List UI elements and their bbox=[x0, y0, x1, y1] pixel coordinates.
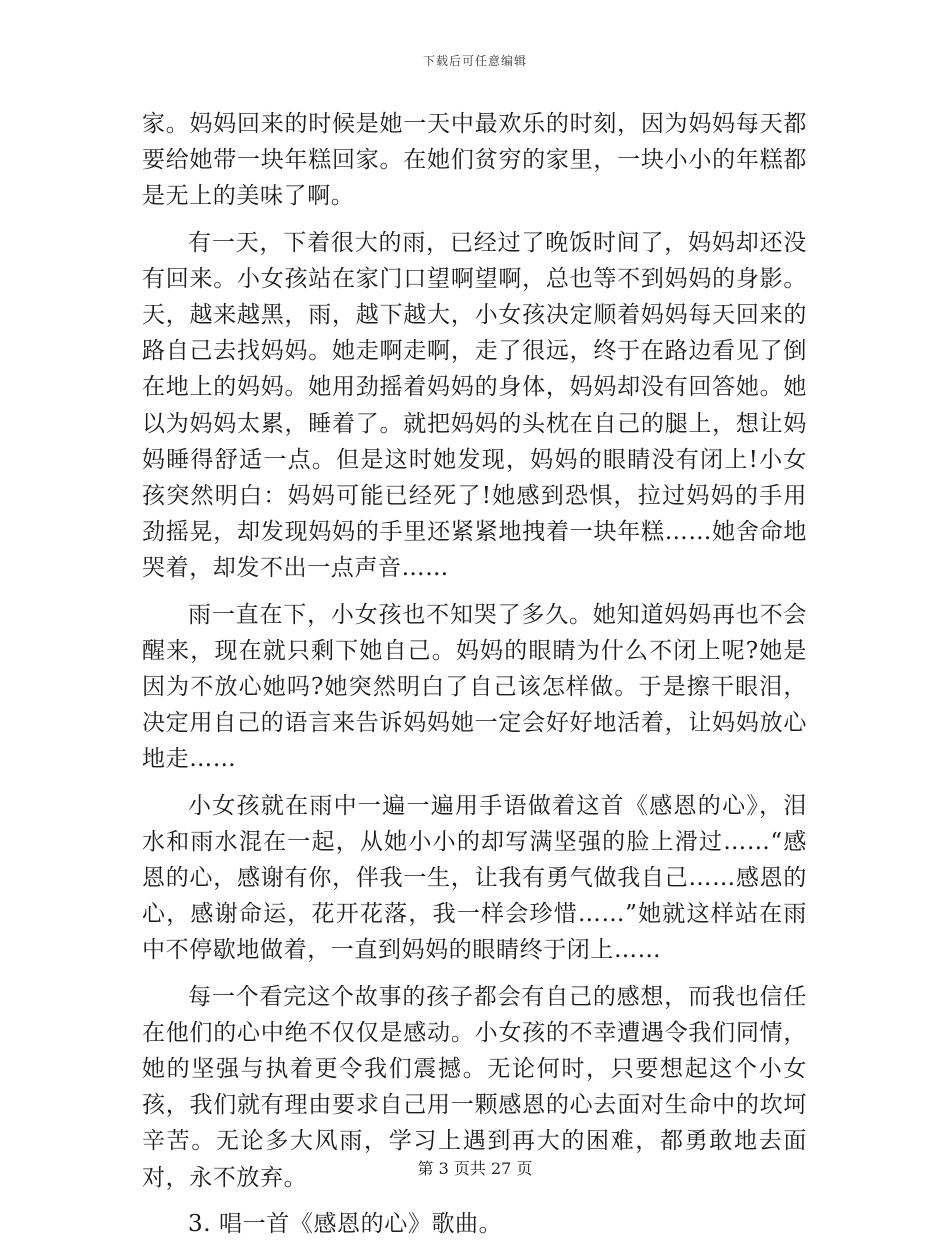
page-header: 下载后可任意编辑 bbox=[422, 54, 527, 68]
page-footer: 第 3 页共 27 页 bbox=[417, 1159, 533, 1178]
paragraph-continuation: 家。妈妈回来的时候是她一天中最欢乐的时刻，因为妈妈每天都要给她带一块年糕回家。在她们贫穷的家里，一块小小的年糕都是无上的美味了啊。 bbox=[142, 111, 807, 210]
paragraph-sign-language: 小女孩就在雨中一遍一遍用手语做着这首《感恩的心》，泪水和雨水混在一起，从她小小的却写满坚强的脸上滑过……“感恩的心，感谢有你，伴我一生，让我有勇气做我自己……感恩的心，感谢命运，花开花落，我一样会珍惜……”她就这样站在雨中不停歇地做着，一直到妈妈的眼睛终于闭上…… bbox=[142, 792, 807, 964]
paragraph-song-item: 3. 唱一首《感恩的心》歌曲。 bbox=[188, 1210, 503, 1237]
paragraph-reflection: 每一个看完这个故事的孩子都会有自己的感想，而我也信任在他们的心中绝不仅仅是感动。小女孩的不幸遭遇令我们同情，她的坚强与执着更令我们震撼。无论何时，只要想起这个小女孩，我们就有理由要求自己用一颗感恩的心去面对生命中的坎坷辛苦。无论多大风雨，学习上遇到再大的困难，都勇敢地去面对，永不放弃。 bbox=[142, 983, 807, 1191]
paragraph-rain-continues: 雨一直在下，小女孩也不知哭了多久。她知道妈妈再也不会醒来，现在就只剩下她自己。妈妈的眼睛为什么不闭上呢?她是因为不放心她吗?她突然明白了自己该怎样做。于是擦干眼泪，决定用自己的语言来告诉妈妈她一定会好好地活着，让妈妈放心地走…… bbox=[142, 601, 807, 773]
paragraph-rainy-day: 有一天，下着很大的雨，已经过了晚饭时间了，妈妈却还没有回来。小女孩站在家门口望啊望啊，总也等不到妈妈的身影。天，越来越黑，雨，越下越大，小女孩决定顺着妈妈每天回来的路自己去找妈妈。她走啊走啊，走了很远，终于在路边看见了倒在地上的妈妈。她用劲摇着妈妈的身体，妈妈却没有回答她。她以为妈妈太累，睡着了。就把妈妈的头枕在自己的腿上，想让妈妈睡得舒适一点。但是这时她发现，妈妈的眼睛没有闭上!小女孩突然明白：妈妈可能已经死了!她感到恐惧，拉过妈妈的手用劲摇晃，却发现妈妈的手里还紧紧地拽着一块年糕……她舍命地哭着，却发不出一点声音…… bbox=[142, 229, 807, 582]
document-body bbox=[142, 106, 807, 1242]
